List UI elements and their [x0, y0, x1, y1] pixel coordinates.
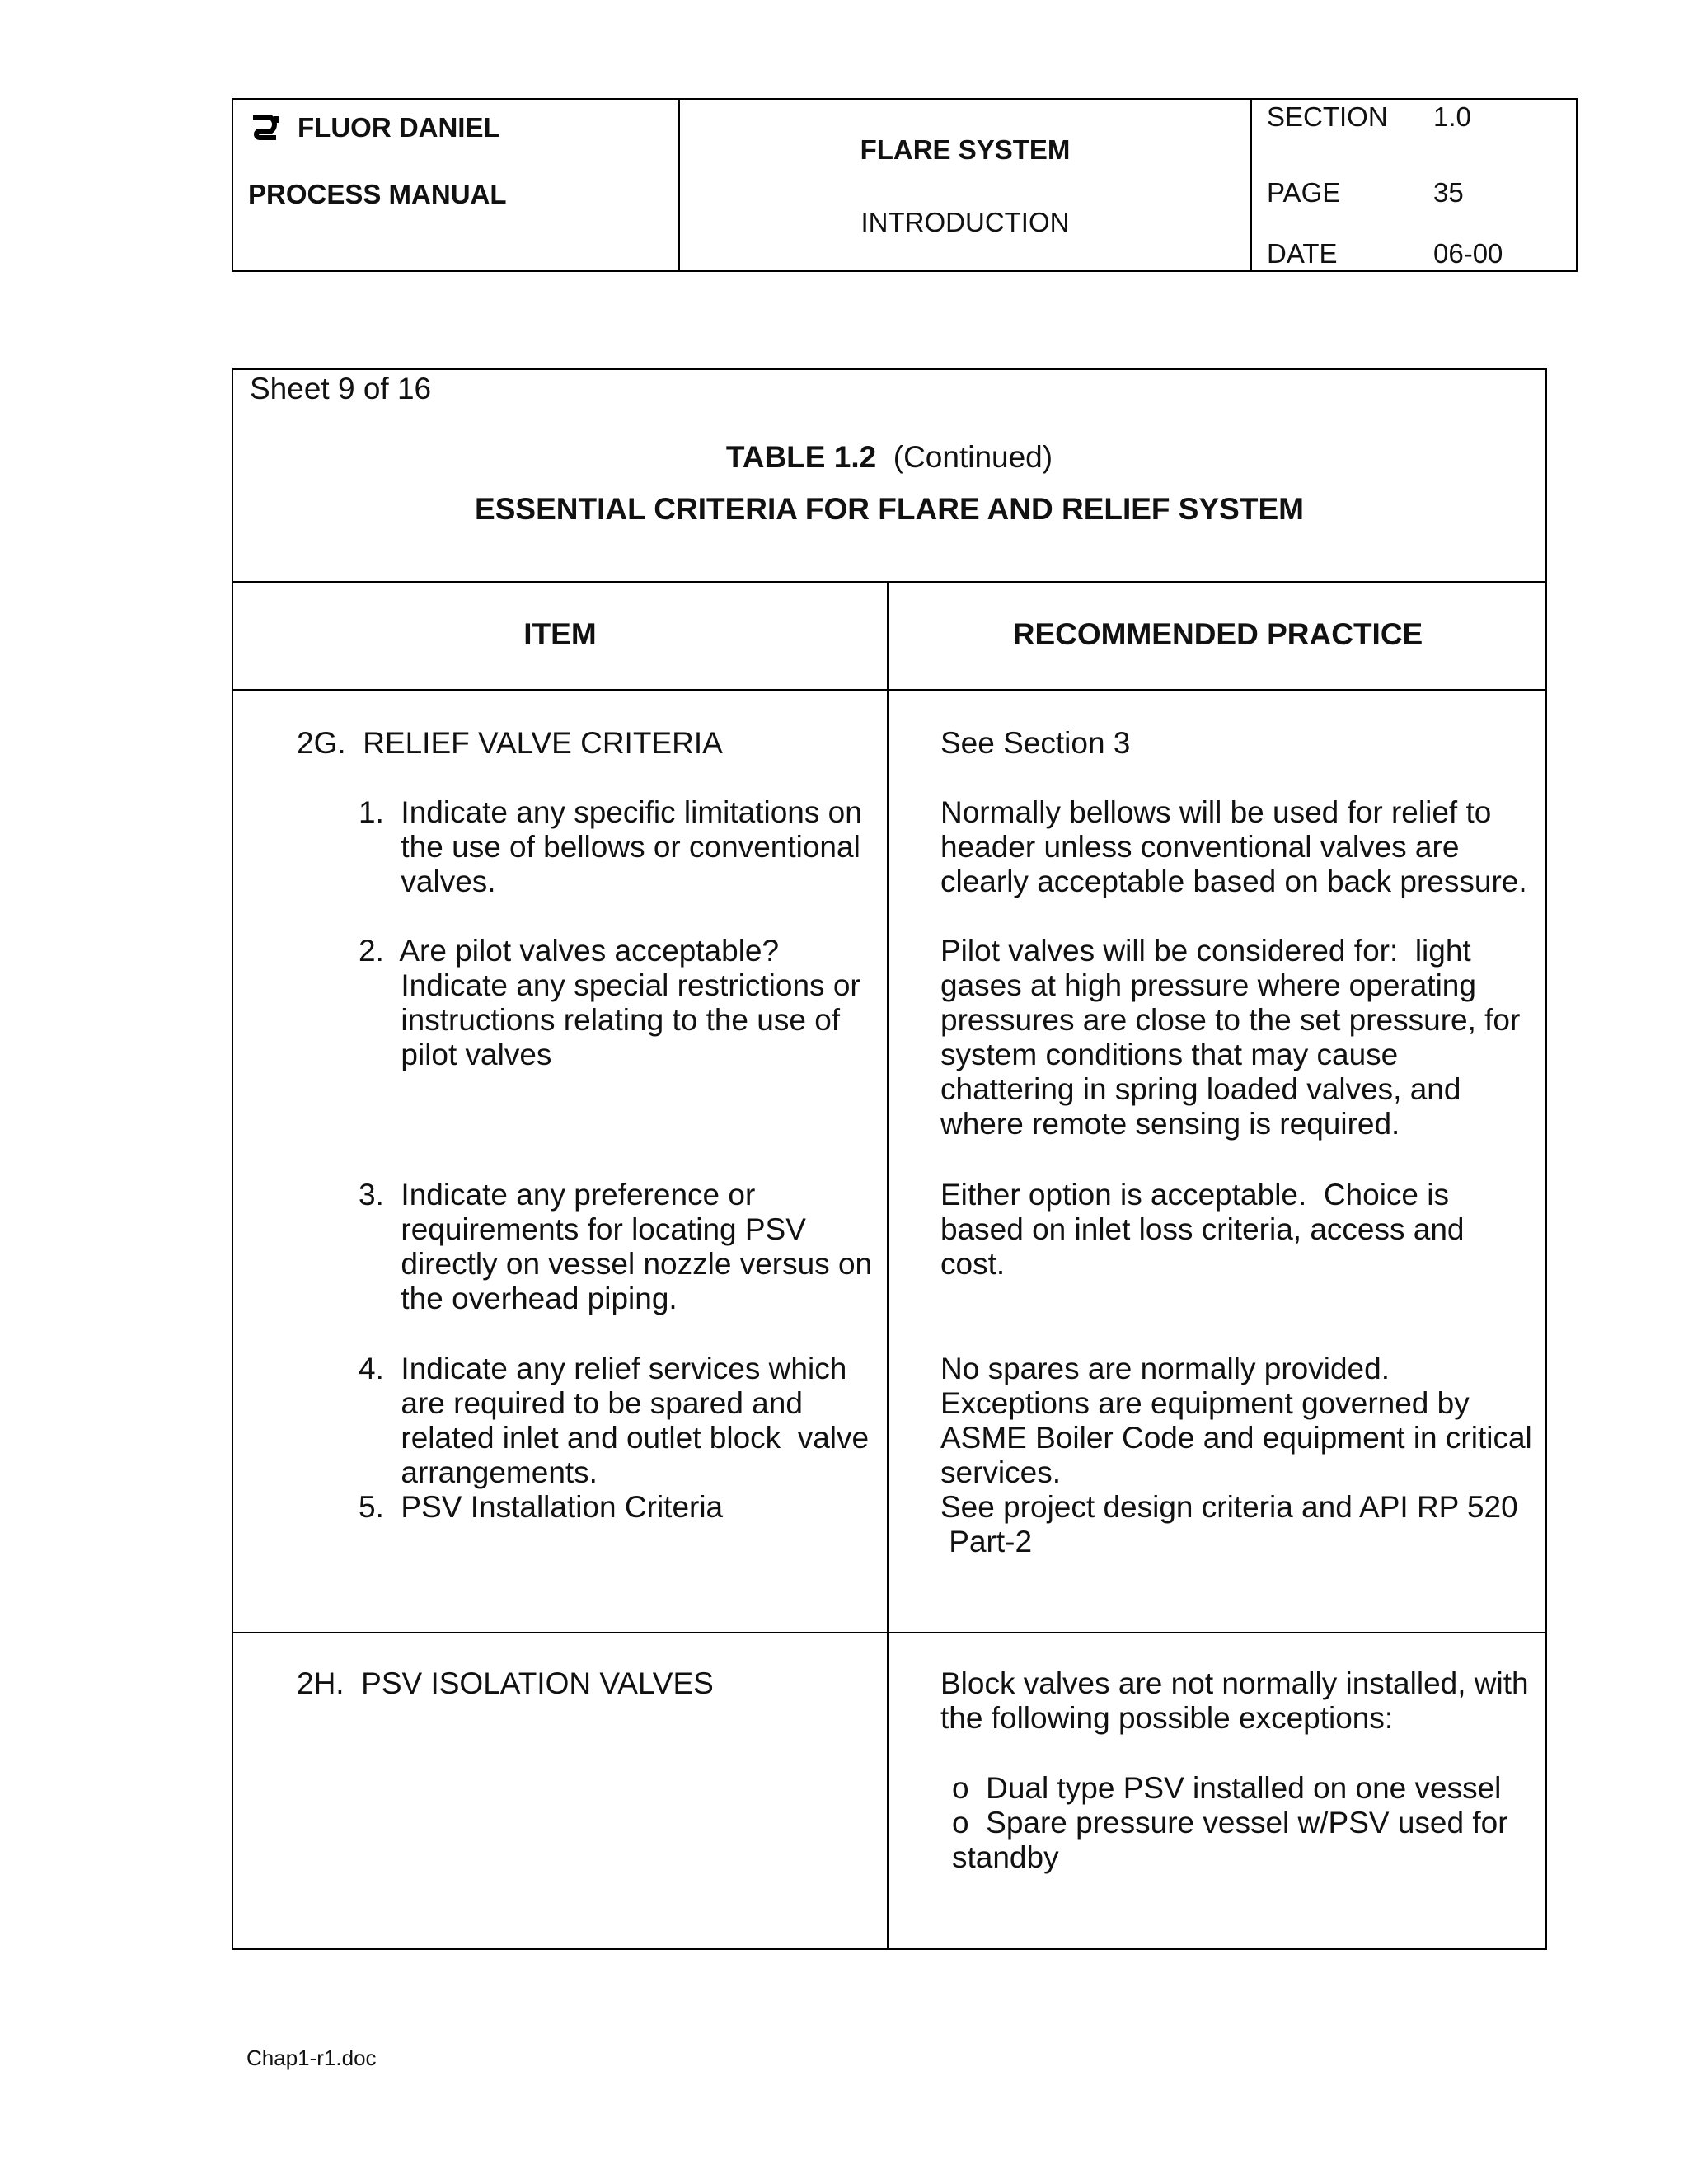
file-name-footer: Chap1-r1.doc: [246, 2046, 377, 2070]
system-subtitle: INTRODUCTION: [860, 207, 1070, 237]
meta-value: 06-00: [1433, 238, 1503, 269]
meta-page: [1267, 177, 1464, 209]
table-title: [233, 440, 1545, 475]
meta-label: SECTION: [1267, 101, 1388, 132]
section-2g-practice: See Section 3: [940, 726, 1131, 760]
table-continued: (Continued): [893, 440, 1053, 474]
section-2h-item: 2H. PSV ISOLATION VALVES: [297, 1666, 714, 1700]
meta-value: 35: [1433, 177, 1464, 208]
list-item: 5. PSV Installation Criteria: [359, 1490, 724, 1524]
meta-date: [1267, 238, 1503, 269]
divider: [233, 689, 1545, 691]
list-item: 1. Indicate any specific limitations on the use of bellows or conventional valves.: [359, 795, 862, 898]
meta-section: [1267, 101, 1471, 133]
table-number: TABLE 1.2: [725, 440, 877, 474]
table-subtitle: ESSENTIAL CRITERIA FOR FLARE AND RELIEF SYSTEM: [475, 492, 1304, 526]
section-2h-practice: Block valves are not normally installed, with the following possible exceptions:: [940, 1666, 1529, 1735]
list-item-practice: Either option is acceptable. Choice is based on inlet loss criteria, access and cost.: [940, 1178, 1465, 1281]
header-title-cell: [680, 100, 1252, 270]
sheet-number: Sheet 9 of 16: [250, 372, 432, 405]
list-item-practice: Pilot valves will be considered for: light gases at high pressure where operating pressures are close to the set pressure, for system conditions that may cause chattering in spring loaded valves, and where remote sensing is required.: [940, 934, 1521, 1141]
divider: [233, 581, 1545, 583]
divider: [233, 1632, 1545, 1633]
list-item-practice: See project design criteria and API RP 520 Part-2: [940, 1490, 1518, 1558]
list-item: 4. Indicate any relief services which are required to be spared and related inlet and outlet block valve arrangements.: [359, 1352, 870, 1489]
company-label: FLUOR DANIEL: [298, 112, 500, 143]
manual-title: PROCESS MANUAL: [248, 179, 507, 209]
section-2g-item: 2G. RELIEF VALVE CRITERIA: [297, 726, 723, 760]
list-item-practice: No spares are normally provided. Exceptions are equipment governed by ASME Boiler Code and equipment in critical services.: [940, 1352, 1532, 1489]
column-header-item: ITEM: [523, 617, 597, 651]
meta-value: 1.0: [1433, 101, 1471, 132]
meta-label: PAGE: [1267, 177, 1341, 208]
document-header: [232, 98, 1578, 272]
meta-label: DATE: [1267, 238, 1338, 269]
column-header-practice: RECOMMENDED PRACTICE: [1012, 617, 1423, 651]
company-name: [248, 111, 500, 144]
header-company-cell: [233, 100, 680, 270]
list-item: 2. Are pilot valves acceptable? Indicate any special restrictions or instructions relating to the use of pilot valves: [359, 934, 860, 1071]
system-title: FLARE SYSTEM: [860, 134, 1071, 165]
header-meta-cell: [1252, 100, 1576, 270]
fluor-daniel-logo-icon: [248, 111, 281, 144]
list-item: 3. Indicate any preference or requirements for locating PSV directly on vessel nozzle versus on the overhead piping.: [359, 1178, 873, 1315]
exceptions-list: o Dual type PSV installed on one vessel o Spare pressure vessel w/PSV used for standby: [952, 1771, 1508, 1874]
list-item-practice: Normally bellows will be used for relief to header unless conventional valves are clearly acceptable based on back pressure.: [940, 795, 1527, 898]
column-divider: [887, 581, 889, 1950]
criteria-table: [232, 368, 1547, 1950]
